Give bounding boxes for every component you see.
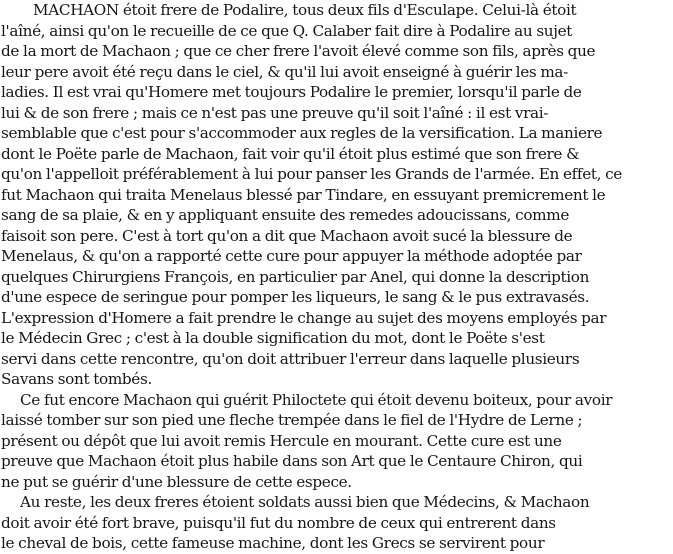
text-line: MACHAON étoit frere de Podalire, tous deux fils d'Esculape. Celui-là étoit <box>33 1 577 19</box>
text-line: quelques Chirurgiens François, en particulier par Anel, qui donne la description <box>1 267 590 286</box>
paragraph-philoctete <box>0 390 673 493</box>
text-line: faisoit son pere. C'est à tort qu'on a dit que Machaon avoit sucé la blessure de <box>1 226 573 245</box>
text-line: le cheval de bois, cette fameuse machine, dont les Grecs se servirent pour <box>1 534 545 552</box>
text-line: Au reste, les deux freres étoient soldats aussi bien que Médecins, & Machaon <box>20 493 590 511</box>
text-line: servi dans cette rencontre, qu'on doit attribuer l'erreur dans laquelle plusieurs <box>1 349 580 368</box>
text-line: d'une espece de seringue pour pomper les liqueurs, le sang & le pus extravasés. <box>1 288 590 306</box>
text-line: qu'on l'appelloit préférablement à lui pour panser les Grands de l'armée. En effet, ce <box>1 165 622 183</box>
text-line: preuve que Machaon étoit plus habile dans son Art que le Centaure Chiron, qui <box>1 452 583 470</box>
text-line: l'aîné, ainsi qu'on le recueille de ce que Q. Calaber fait dire à Podalire au sujet <box>1 21 573 40</box>
text-line: de la mort de Machaon ; que ce cher frere l'avoit élevé comme son fils, après que <box>1 42 596 60</box>
text-line: Ce fut encore Machaon qui guérit Philoctete qui étoit devenu boiteux, pour avoir <box>20 390 613 409</box>
text-line: le Médecin Grec ; c'est à la double signification du mot, dont le Poëte s'est <box>1 329 545 347</box>
text-line: semblable que c'est pour s'accommoder aux regles de la versification. La maniere <box>1 124 603 142</box>
text-line: fut Machaon qui traita Menelaus blessé par Tindare, en essuyant premicrement le <box>1 185 606 204</box>
paragraph-soldats <box>0 492 673 554</box>
text-line: lui & de son frere ; mais ce n'est pas une preuve qu'il soit l'aîné : il est vrai- <box>1 103 549 122</box>
text-line: ladies. Il est vrai qu'Homere met toujours Podalire le premier, lorsqu'il parle de <box>1 83 582 101</box>
text-line: Savans sont tombés. <box>1 370 152 388</box>
text-line: dont le Poëte parle de Machaon, fait voir qu'il étoit plus estimé que son frere & <box>1 144 580 163</box>
text-line: leur pere avoit été reçu dans le ciel, & qu'il lui avoit enseigné à guérir les ma- <box>1 62 568 81</box>
text-line: laissé tomber sur son pied une fleche trempée dans le fiel de l'Hydre de Lerne ; <box>1 411 583 429</box>
text-line: doit avoir été fort brave, puisqu'il fut du nombre de ceux qui entrerent dans <box>1 513 556 532</box>
text-line: ne put se guérir d'une blessure de cette espece. <box>1 472 352 491</box>
text-line: Menelaus, & qu'on a rapporté cette cure pour appuyer la méthode adoptée par <box>1 247 582 265</box>
text-line: L'expression d'Homere a fait prendre le change au sujet des moyens employés par <box>1 308 607 327</box>
text-line: présent ou dépôt que lui avoit remis Hercule en mourant. Cette cure est une <box>1 431 562 450</box>
text-line: sang de sa plaie, & en y appliquant ensuite des remedes adoucissans, comme <box>1 206 570 224</box>
